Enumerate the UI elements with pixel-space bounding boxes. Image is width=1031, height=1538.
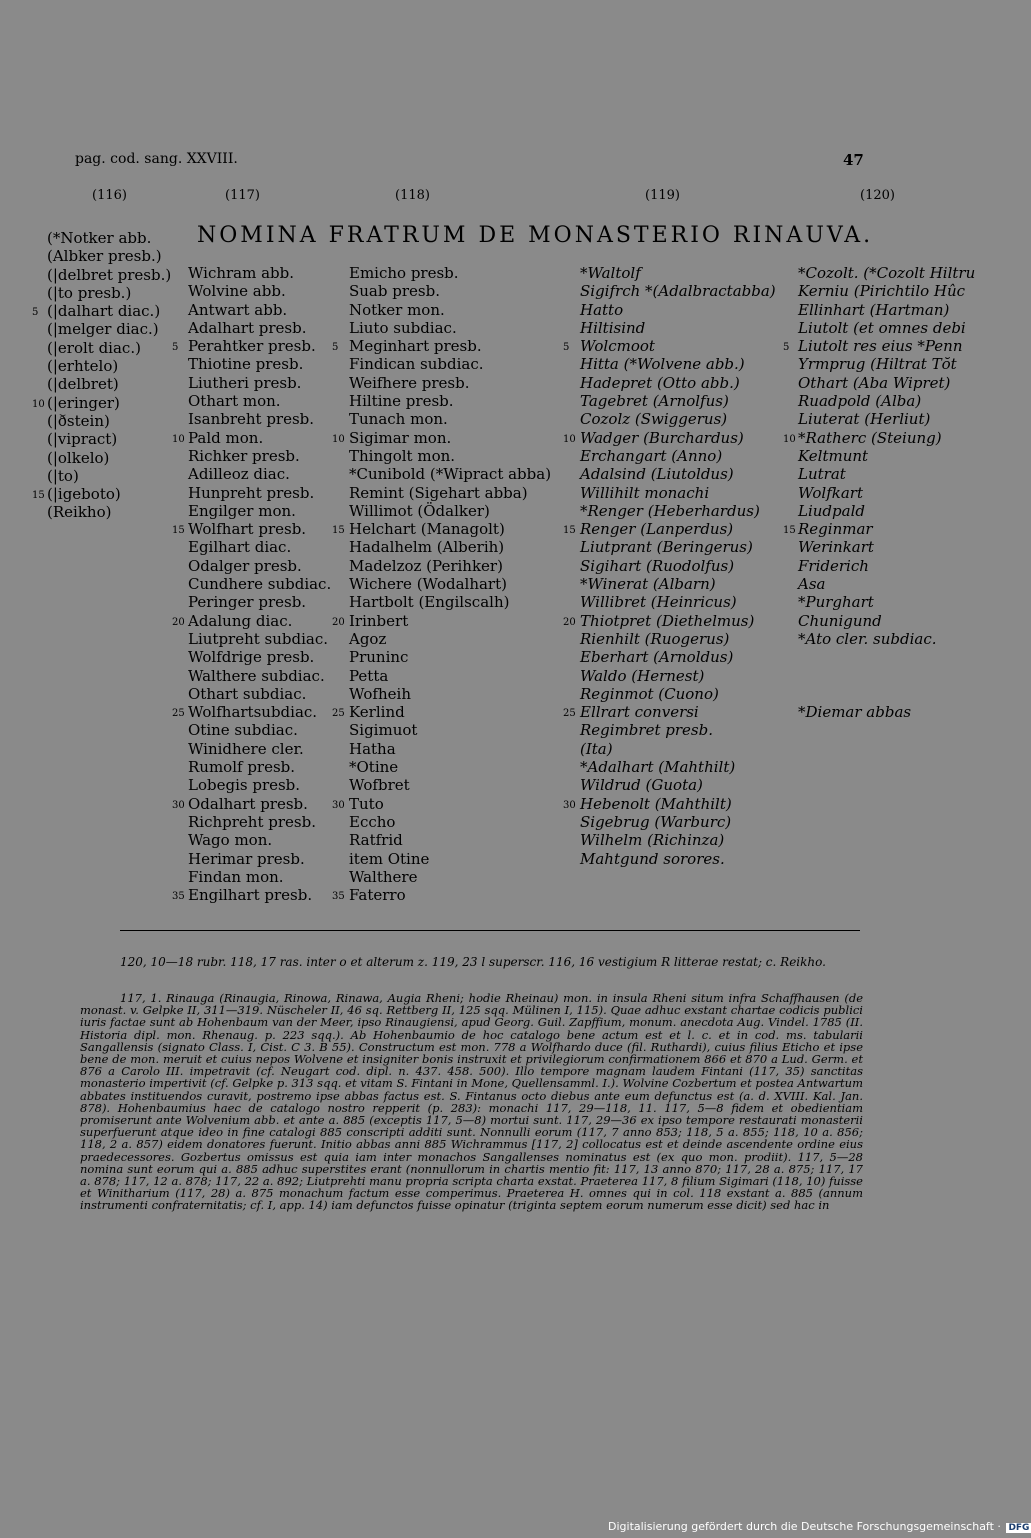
col117-entry: Adilleoz diac. bbox=[188, 465, 290, 484]
col120-entry: Yrmprug (Hiltrat Tŏt bbox=[798, 355, 957, 374]
col118-entry: Hartbolt (Engilscalh) bbox=[349, 593, 510, 612]
col119-entry: Reginmot (Cuono) bbox=[580, 684, 719, 703]
col118-entry: Agoz bbox=[349, 629, 387, 648]
col119-entry: *Waltolf bbox=[580, 264, 641, 282]
col118-entry: Irinbert bbox=[349, 611, 409, 630]
col119-entry: Thiotpret (Diethelmus) bbox=[580, 611, 755, 630]
line-number: 5 bbox=[332, 342, 339, 354]
footer-text: Digitalisierung gefördert durch die Deutsche Forschungsgemeinschaft bbox=[608, 1520, 994, 1533]
col119-entry: Hebenolt (Mahthilt) bbox=[580, 794, 732, 813]
col118-entry: Remint (Sigehart abba) bbox=[349, 483, 528, 502]
col119-entry: Mahtgund sorores. bbox=[580, 849, 725, 868]
line-number: 15 bbox=[172, 525, 185, 537]
col116-entry: (|erhtelo) bbox=[47, 357, 119, 376]
col120-entry: Reginmar bbox=[798, 520, 873, 539]
col117-entry: Hunpreht presb. bbox=[188, 483, 315, 502]
col119-entry: Waldo (Hernest) bbox=[580, 666, 705, 685]
col119-entry: Wadger (Burchardus) bbox=[580, 428, 744, 447]
col118-entry: Walthere bbox=[349, 867, 418, 886]
col120-entry: *Diemar abbas bbox=[798, 703, 912, 722]
col118-entry: Emicho presb. bbox=[349, 264, 459, 282]
col117-entry: Lobegis presb. bbox=[188, 776, 301, 795]
col117-entry: Pald mon. bbox=[188, 428, 264, 447]
line-number: 20 bbox=[332, 616, 345, 628]
col120-entry: Liutolt res eius *Penn bbox=[798, 337, 963, 356]
col116-entry: (|igeboto) bbox=[47, 485, 121, 504]
line-number: 20 bbox=[172, 616, 185, 628]
col118-entry: Thingolt mon. bbox=[349, 446, 456, 465]
col120-entry bbox=[798, 685, 988, 703]
line-number: 25 bbox=[172, 708, 185, 720]
col120-entry: Wolfkart bbox=[798, 483, 864, 502]
col120-entry: Keltmunt bbox=[798, 446, 869, 465]
line-number: 10 bbox=[783, 433, 796, 445]
col118-entry: Petta bbox=[349, 666, 389, 685]
col119-entry: Sigebrug (Warburc) bbox=[580, 812, 732, 831]
col117-entry: Wolvine abb. bbox=[188, 282, 286, 301]
col120-entry: Kerniu (Pirichtilo Hûc bbox=[798, 282, 966, 301]
col120-entry: *Cozolt. (*Cozolt Hiltru bbox=[798, 264, 976, 282]
col118-entry: Sigimuot bbox=[349, 721, 418, 740]
col117-entry: Richpreht presb. bbox=[188, 812, 316, 831]
col116-entry: (|delbret) bbox=[47, 375, 119, 394]
col119-entry: (Ita) bbox=[580, 739, 613, 758]
col119-entry: Erchangart (Anno) bbox=[580, 446, 723, 465]
col118-entry: Pruninc bbox=[349, 648, 409, 667]
line-number: 35 bbox=[172, 891, 185, 903]
col118-entry: Findican subdiac. bbox=[349, 355, 484, 374]
col120-entry bbox=[798, 648, 988, 666]
line-number: 30 bbox=[332, 799, 345, 811]
col118-entry: Madelzoz (Perihker) bbox=[349, 556, 503, 575]
col119-entry: Eberhart (Arnoldus) bbox=[580, 648, 734, 667]
col120-entry: Friderich bbox=[798, 556, 869, 575]
col117-entry: Winidhere cler. bbox=[188, 739, 304, 758]
col119-entry: *Renger (Heberhardus) bbox=[580, 501, 760, 520]
col118-entry: Meginhart presb. bbox=[349, 337, 482, 356]
col120-entry: Ruadpold (Alba) bbox=[798, 392, 922, 411]
line-number: 20 bbox=[563, 616, 576, 628]
col117-entry: Wichram abb. bbox=[188, 264, 295, 282]
col118-entry: Wofbret bbox=[349, 776, 410, 795]
col118-entry: Helchart (Managolt) bbox=[349, 520, 505, 539]
col117-entry: Liutpreht subdiac. bbox=[188, 629, 329, 648]
col118-entry: Faterro bbox=[349, 886, 406, 905]
line-number: 10 bbox=[32, 398, 45, 410]
col118-entry: Kerlind bbox=[349, 703, 405, 722]
col119-entry: Willihilt monachi bbox=[580, 483, 710, 502]
col117-entry: Isanbreht presb. bbox=[188, 410, 315, 429]
critical-apparatus: 120, 10—18 rubr. 118, 17 ras. inter o et alterum z. 119, 23 l superscr. 116, 16 vestigium R litterae restat; c. Reikho. bbox=[120, 955, 826, 969]
col117-entry: Walthere subdiac. bbox=[188, 666, 325, 685]
col116-entry: (|eringer) bbox=[47, 393, 120, 412]
col116-entry: (|erolt diac.) bbox=[47, 338, 141, 357]
col120-entry: Werinkart bbox=[798, 538, 874, 557]
col117-entry: Engilhart presb. bbox=[188, 886, 313, 905]
col120-entry: Lutrat bbox=[798, 465, 846, 484]
col118-entry: Suab presb. bbox=[349, 282, 440, 301]
line-number: 30 bbox=[172, 799, 185, 811]
col119-entry: Renger (Lanperdus) bbox=[580, 520, 734, 539]
col118-entry: Hatha bbox=[349, 739, 396, 758]
col119-entry: Wildrud (Guota) bbox=[580, 776, 703, 795]
page-number: 47 bbox=[843, 151, 864, 169]
col117-entry: Odalhart presb. bbox=[188, 794, 308, 813]
column-number-120: (120) bbox=[860, 188, 895, 203]
col118-entry: *Otine bbox=[349, 758, 399, 777]
col116-entry: (|to presb.) bbox=[47, 283, 132, 302]
line-number: 5 bbox=[563, 342, 570, 354]
line-number: 5 bbox=[783, 342, 790, 354]
col119-entry: Sigihart (Ruodolfus) bbox=[580, 556, 735, 575]
col120-entry: Liudpald bbox=[798, 501, 865, 520]
col116-entry: (|delbret presb.) bbox=[47, 265, 172, 284]
col116-entry: (|ðstein) bbox=[47, 411, 110, 430]
col119-entry: Adalsind (Liutoldus) bbox=[580, 465, 734, 484]
col119-entry: Hiltisind bbox=[580, 318, 646, 337]
col116-entry: (|vipract) bbox=[47, 430, 118, 449]
col120-entry: *Ratherc (Steiung) bbox=[798, 428, 942, 447]
col119-entry: Liutprant (Beringerus) bbox=[580, 538, 753, 557]
line-number: 35 bbox=[332, 891, 345, 903]
column-number-117: (117) bbox=[225, 188, 260, 203]
col116-entry: (*Notker abb. bbox=[47, 229, 152, 247]
col117-entry: Othart subdiac. bbox=[188, 684, 307, 703]
col119-entry: Willibret (Heinricus) bbox=[580, 593, 737, 612]
column-119 bbox=[580, 264, 776, 868]
line-number: 15 bbox=[783, 525, 796, 537]
col116-entry: (Albker presb.) bbox=[47, 247, 162, 266]
col119-entry: Ellrart conversi bbox=[580, 703, 699, 722]
col118-entry: Hiltine presb. bbox=[349, 392, 454, 411]
separator-rule bbox=[120, 930, 860, 931]
line-number: 15 bbox=[563, 525, 576, 537]
col120-entry: Ellinhart (Hartman) bbox=[798, 300, 950, 319]
col118-entry: *Cunibold (*Wipract abba) bbox=[349, 465, 552, 484]
col117-entry: Wolfdrige presb. bbox=[188, 648, 315, 667]
commentary bbox=[80, 992, 863, 1212]
col117-entry: Otine subdiac. bbox=[188, 721, 298, 740]
col120-entry: *Ato cler. subdiac. bbox=[798, 629, 937, 648]
line-number: 10 bbox=[332, 433, 345, 445]
col119-entry: Sigifrch *(Adalbractabba) bbox=[580, 282, 776, 301]
col118-entry: Notker mon. bbox=[349, 300, 445, 319]
line-number: 5 bbox=[32, 307, 39, 319]
col117-entry: Liutheri presb. bbox=[188, 373, 302, 392]
col118-entry: Ratfrid bbox=[349, 831, 403, 850]
column-number-116: (116) bbox=[92, 188, 127, 203]
col119-entry: Hitta (*Wolvene abb.) bbox=[580, 355, 745, 374]
col117-entry: Herimar presb. bbox=[188, 849, 305, 868]
col118-entry: Liuto subdiac. bbox=[349, 318, 457, 337]
page-title: NOMINA FRATRUM DE MONASTERIO RINAUVA. bbox=[197, 223, 874, 248]
col120-entry: *Purghart bbox=[798, 593, 874, 612]
col116-entry: (|dalhart diac.) bbox=[47, 302, 161, 321]
column-118 bbox=[349, 264, 551, 904]
column-number-119: (119) bbox=[645, 188, 680, 203]
col118-entry: Eccho bbox=[349, 812, 396, 831]
col117-entry: Wolfhart presb. bbox=[188, 520, 307, 539]
col117-entry: Odalger presb. bbox=[188, 556, 302, 575]
col119-entry: *Adalhart (Mahthilt) bbox=[580, 758, 736, 777]
col118-entry: Weifhere presb. bbox=[349, 373, 470, 392]
col117-entry: Othart mon. bbox=[188, 392, 281, 411]
col117-entry: Adalhart presb. bbox=[188, 318, 307, 337]
col118-entry: Sigimar mon. bbox=[349, 428, 452, 447]
col120-entry: Liutolt (et omnes debi bbox=[798, 318, 966, 337]
col118-entry: Tuto bbox=[349, 794, 384, 813]
col119-entry: Wilhelm (Richinza) bbox=[580, 831, 725, 850]
column-117 bbox=[188, 264, 331, 904]
line-number: 25 bbox=[563, 708, 576, 720]
col116-entry: (|melger diac.) bbox=[47, 320, 159, 339]
line-number: 30 bbox=[563, 799, 576, 811]
col120-entry: Liuterat (Herliut) bbox=[798, 410, 931, 429]
col116-entry: (Reikho) bbox=[47, 503, 112, 522]
col117-entry: Adalung diac. bbox=[188, 611, 293, 630]
line-number: 15 bbox=[32, 490, 45, 502]
line-number: 15 bbox=[332, 525, 345, 537]
col116-entry: (|to) bbox=[47, 466, 79, 485]
col116-entry: (|olkelo) bbox=[47, 448, 110, 467]
col118-entry: Hadalhelm (Alberih) bbox=[349, 538, 505, 557]
line-number: 5 bbox=[172, 342, 179, 354]
col118-entry: Willimot (Ödalker) bbox=[349, 501, 490, 520]
funding-footer: Digitalisierung gefördert durch die Deutsche Forschungsgemeinschaft · DFG bbox=[608, 1520, 1030, 1533]
col119-entry: Rienhilt (Ruogerus) bbox=[580, 629, 730, 648]
col118-entry: Tunach mon. bbox=[349, 410, 448, 429]
col117-entry: Peringer presb. bbox=[188, 593, 307, 612]
dfg-logo: DFG bbox=[1008, 1523, 1030, 1533]
col117-entry: Rumolf presb. bbox=[188, 758, 296, 777]
col120-entry: Asa bbox=[798, 575, 826, 594]
col117-entry: Wolfhartsubdiac. bbox=[188, 703, 318, 722]
col119-entry: *Winerat (Albarn) bbox=[580, 575, 716, 594]
col119-entry: Tagebret (Arnolfus) bbox=[580, 392, 729, 411]
commentary-text: 117, 1. Rinauga (Rinaugia, Rinowa, Rinawa, Augia Rheni; hodie Rheinau) mon. in insula Rheni situm infra Schaffhausen (de monast. v. Gelpke II, 311—319. Nüscheler II, 46 sq. Rettberg II, 125 sqq. Mülinen I, 115). Quae adhuc exstant chartae codicis publici iuris factae sunt ab Hohenbaum van der Meer, ipso Rinaugiensi, apud Georg. Guil. Zapffium, monum. anecdota Aug. Vindel. 1785 (II. Historia dipl. mon. Rhenaug. p. 223 sqq.). Ab Hohenbaumio de hoc catalogo bene actum est et l. c. et in cod. ms. tabularii Sangallensis (signato Class. I, Cist. C 3. B 55). Constructum est mon. 778 a Wolfhardo duce (fil. Ruthardi), cuius filius Eticho et ipse bene de mon. meruit et cuius nepos Wolvene et insigniter bonis instruxit et privilegiorum confirmationem 866 et 870 a Lud. Germ. et 876 a Carolo III. impetravit (cf. Neugart cod. dipl. n. 437. 458. 500). Illo tempore magnam laudem Fintani (117, 35) sanctitas monasterio impertivit (cf. Gelpke p. 313 sqq. et vitam S. Fintani in Mone, Quellensamml. I.). Wolvine Cozbertum et postea Antwartum abbates instituendos curavit, postremo ipse abbas factus est. S. Fintanus octo diebus ante eum defunctus est (a. d. XVIII. Kal. Jan. 878). Hohenbaumius haec de catalogo nostro repperit (p. 283): monachi 117, 29—118, 11. 117, 5—8 fidem et obedientiam promiserunt ante Wolvenium abb. et ante a. 885 (exceptis 117, 5—8) mortui sunt. 117, 29—36 ex ipso tempore restaurati monasterii superfuerunt atque ideo in fine catalogi 885 conscripti additi sunt. Nonnulli eorum (117, 7 anno 853; 118, 5 a. 855; 118, 10 a. 856; 118, 2 a. 857) eidem donatores fuerunt. Initio abbas anni 885 Wichrammus [117, 2] collocatus est et deinde ascendente ordine eius praedecessores. Gozbertus omissus est quia iam inter monachos Sangallenses nominatus est (ex quo mon. prodiit). 117, 5—28 nomina sunt eorum qui a. 885 adhuc superstites erant (nonnullorum in chartis mentio fit: 117, 13 anno 870; 117, 28 a. 875; 117, 17 a. 878; 117, 12 a. 878; 117, 22 a. 892; Liutprehti manu propria scripta charta exstat. Praeterea 117, 8 filium Sigimari (118, 10) fuisse et Winitharium (117, 28) a. 875 monachum factum esse comperimus. Praeterea H. omnes qui in col. 118 exstant a. 885 (annum instrumenti confraternitatis; cf. I, app. 14) iam defunctos fuisse opinatur (triginta septem eorum numerum esse dicit) sed hac in bbox=[80, 991, 863, 1213]
col118-entry: item Otine bbox=[349, 849, 430, 868]
running-header: pag. cod. sang. XXVIII. bbox=[75, 151, 238, 167]
col120-entry: Othart (Aba Wipret) bbox=[798, 373, 951, 392]
col117-entry: Perahtker presb. bbox=[188, 337, 316, 356]
column-116 bbox=[47, 229, 171, 522]
line-number: 10 bbox=[563, 433, 576, 445]
line-number: 25 bbox=[332, 708, 345, 720]
col117-entry: Engilger mon. bbox=[188, 501, 296, 520]
col117-entry: Richker presb. bbox=[188, 446, 300, 465]
line-number: 10 bbox=[172, 433, 185, 445]
col117-entry: Wago mon. bbox=[188, 831, 273, 850]
col117-entry: Findan mon. bbox=[188, 867, 284, 886]
col117-entry: Antwart abb. bbox=[188, 300, 288, 319]
col119-entry: Wolcmoot bbox=[580, 337, 655, 356]
col117-entry: Thiotine presb. bbox=[188, 355, 304, 374]
col119-entry: Hatto bbox=[580, 300, 624, 319]
col118-entry: Wichere (Wodalhart) bbox=[349, 575, 507, 594]
col117-entry: Cundhere subdiac. bbox=[188, 575, 332, 594]
col119-entry: Cozolz (Swiggerus) bbox=[580, 410, 728, 429]
col118-entry: Wofheih bbox=[349, 684, 411, 703]
col117-entry: Egilhart diac. bbox=[188, 538, 292, 557]
column-number-118: (118) bbox=[395, 188, 430, 203]
col119-entry: Regimbret presb. bbox=[580, 721, 713, 740]
col120-entry: Chunigund bbox=[798, 611, 882, 630]
col119-entry: Hadepret (Otto abb.) bbox=[580, 373, 740, 392]
col120-entry bbox=[798, 667, 988, 685]
column-120 bbox=[798, 264, 988, 721]
